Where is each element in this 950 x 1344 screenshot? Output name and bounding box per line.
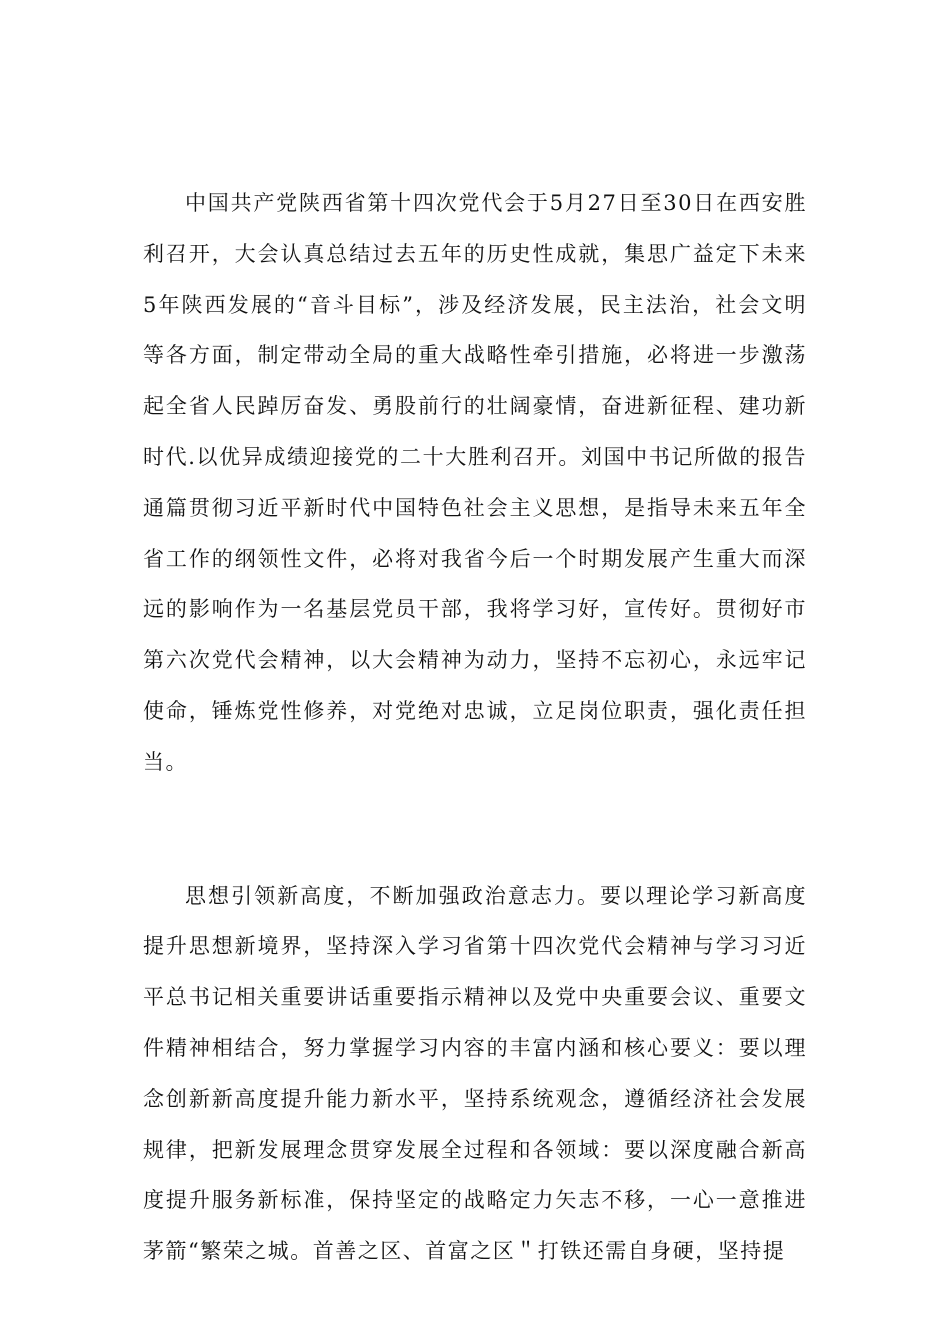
paragraph-congress-summary: 中国共产党陕西省第十四次党代会于5月27日至30日在西安胜利召开，大会认真总结过去五年的历史性成就，集思广益定下未来5年陕西发展的“音斗目标”，涉及经济发展，民主法治，社会文明等各方面，制定带动全局的重大战略性牵引措施，必将进一步激荡起全省人民踔厉奋发、勇股前行的壮阔豪情，奋进新征程、建功新时代.以优异成绩迎接党的二十大胜利召开。刘国中书记所做的报告通篇贯彻习近平新时代中国特色社会主义思想，是指导未来五年全省工作的纲领性文件，必将对我省今后一个时期发展产生重大而深远的影响作为一名基层党员干部，我将学习好，宣传好。贯彻好市第六次党代会精神，以大会精神为动力，坚持不忘初心，永远牢记使命，锤炼党性修养，对党绝对忠诚，立足岗位职责，强化责任担当。 <box>143 191 807 774</box>
document-body <box>143 178 807 1277</box>
paragraph-ideological-leadership: 思想引领新高度，不断加强政治意志力。要以理论学习新高度提升思想新境界，坚持深入学习省第十四次党代会精神与学习习近平总书记相关重要讲话重要指示精神以及党中央重要会议、重要文件精神相结合，努力掌握学习内容的丰富内涵和核心要义：要以理念创新新高度提升能力新水平，坚持系统观念，遵循经济社会发展规律，把新发展理念贯穿发展全过程和各领域：要以深度融合新高度提升服务新标准，保持坚定的战略定力矢志不移，一心一意推进茅箭“繁荣之城。首善之区、首富之区＂打铁还需自身硬，坚持提 <box>143 883 807 1264</box>
